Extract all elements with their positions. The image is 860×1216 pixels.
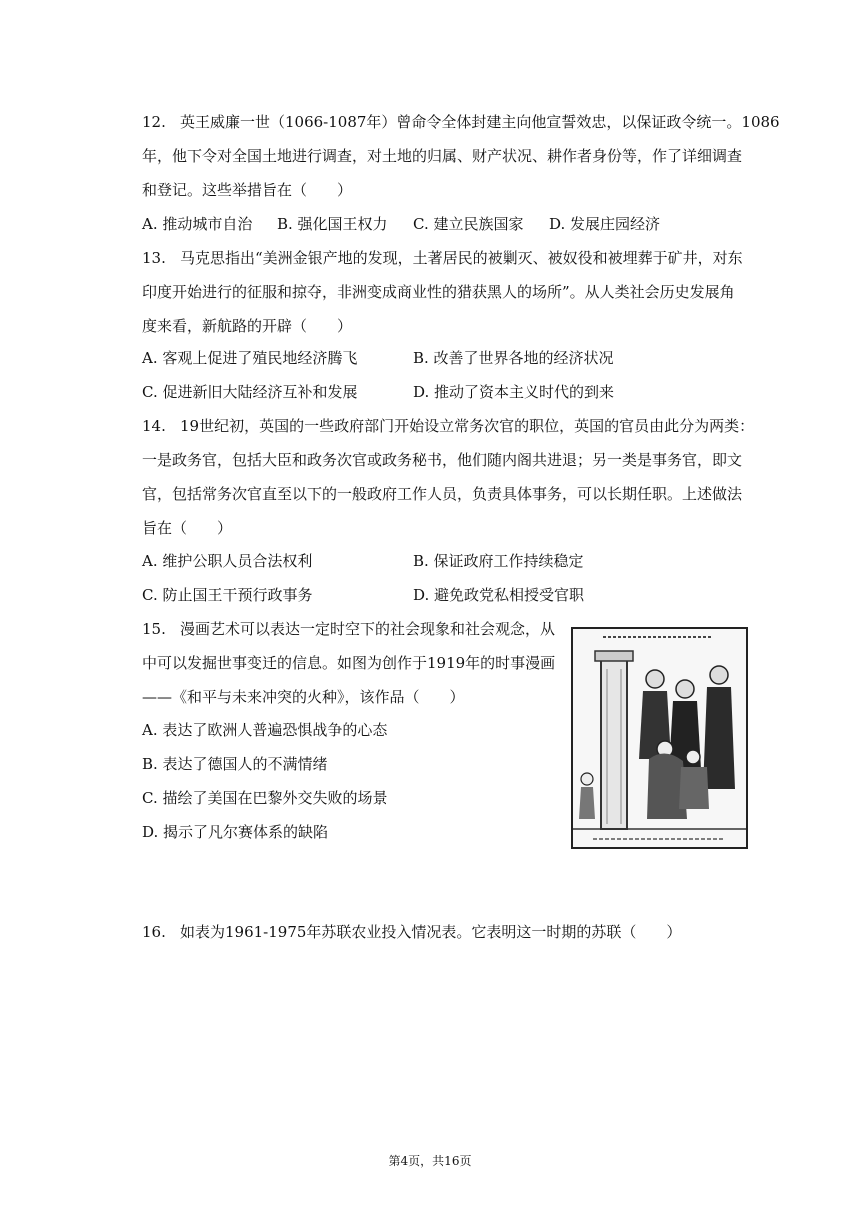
q13-option-d[interactable]: D. 推动了资本主义时代的到来: [413, 383, 615, 401]
q15-line-3: ——《和平与未来冲突的火种》，该作品（ ）: [142, 688, 465, 706]
page-footer: 第4页，共16页: [388, 1154, 472, 1168]
q13-option-c[interactable]: C. 促进新旧大陆经济互补和发展: [142, 383, 358, 401]
q15-option-c[interactable]: C. 描绘了美国在巴黎外交失败的场景: [142, 789, 388, 807]
q15-line-2: 中可以发掘世事变迁的信息。如图为创作于1919年的时事漫画: [142, 654, 556, 672]
q16-number: 16.: [142, 923, 166, 941]
q13-line-3: 度来看，新航路的开辟（ ）: [142, 317, 353, 335]
q13-number: 13.: [142, 249, 166, 267]
q14-option-d[interactable]: D. 避免政党私相授受官职: [413, 586, 585, 604]
q15-option-a[interactable]: A. 表达了欧洲人普遍恐惧战争的心态: [142, 721, 388, 739]
q15-option-b[interactable]: B. 表达了德国人的不满情绪: [142, 755, 328, 773]
cartoon-drawing: [573, 629, 746, 847]
q16-line-1: 16. 如表为1961-1975年苏联农业投入情况表。它表明这一时期的苏联（ ）: [142, 923, 682, 941]
q12-option-a[interactable]: A. 推动城市自治: [142, 215, 253, 233]
q12-option-d[interactable]: D. 发展庄园经济: [549, 215, 661, 233]
q12-line-1: 12. 英王威廉一世（1066-1087年）曾命令全体封建主向他宣誓效忠，以保证政令统一。1086: [142, 113, 780, 131]
q13-option-a[interactable]: A. 客观上促进了殖民地经济腾飞: [142, 349, 358, 367]
q14-line-2: 一是政务官，包括大臣和政务次官或政务秘书，他们随内阁共进退；另一类是事务官，即文: [142, 451, 743, 469]
q12-line-2: 年，他下令对全国土地进行调查，对土地的归属、财产状况、耕作者身份等，作了详细调查: [142, 147, 743, 165]
q15-option-d[interactable]: D. 揭示了凡尔赛体系的缺陷: [142, 823, 329, 841]
q14-option-b[interactable]: B. 保证政府工作持续稳定: [413, 552, 584, 570]
q13-line-1: 13. 马克思指出“美洲金银产地的发现，土著居民的被剿灭、被奴役和被埋葬于矿井，对东: [142, 249, 743, 267]
q13-line-2: 印度开始进行的征服和掠夺，非洲变成商业性的猎获黑人的场所”。从人类社会历史发展角: [142, 283, 735, 301]
q14-number: 14.: [142, 417, 166, 435]
q12-line-3: 和登记。这些举措旨在（ ）: [142, 181, 353, 199]
q15-number: 15.: [142, 620, 166, 638]
q14-option-a[interactable]: A. 维护公职人员合法权利: [142, 552, 313, 570]
q12-option-b[interactable]: B. 强化国王权力: [277, 215, 388, 233]
q14-line-4: 旨在（ ）: [142, 519, 233, 537]
q14-line-3: 官，包括常务次官直至以下的一般政府工作人员，负责具体事务，可以长期任职。上述做法: [142, 485, 743, 503]
q12-number: 12.: [142, 113, 166, 131]
q14-option-c[interactable]: C. 防止国王干预行政事务: [142, 586, 313, 604]
cartoon-image: [571, 627, 748, 849]
q15-line-1: 15. 漫画艺术可以表达一定时空下的社会现象和社会观念，从: [142, 620, 556, 638]
q13-option-b[interactable]: B. 改善了世界各地的经济状况: [413, 349, 614, 367]
q14-line-1: 14. 19世纪初，英国的一些政府部门开始设立常务次官的职位，英国的官员由此分为两类：: [142, 417, 755, 435]
q12-option-c[interactable]: C. 建立民族国家: [413, 215, 524, 233]
